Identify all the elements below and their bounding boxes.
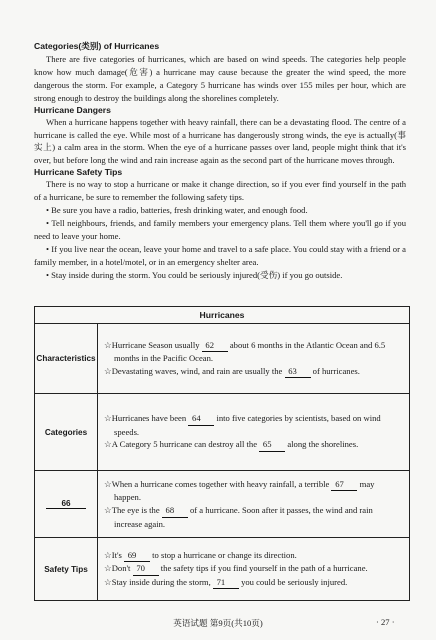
row-label-66: [35, 471, 98, 538]
list-item: [104, 438, 403, 452]
list-item: [104, 412, 403, 438]
blank-70[interactable]: 70: [133, 562, 159, 576]
blank-68[interactable]: 68: [162, 504, 188, 518]
paragraph-safety-intro: There is no way to stop a hurricane or make it change direction, so if you ever find yourself in the path of a hurricane, be sure to remember the following safety tips.: [34, 179, 406, 203]
bullet-tell: • Tell neighbours, friends, and family members your emergency plans. Tell them where you'll go if you need to leave your home.: [34, 217, 406, 241]
table-row: [35, 394, 410, 471]
paragraph-categories: There are five categories of hurricanes, which are based on wind speeds. The categories help people know how much damage(危害) a hurricane may cause because the greater the wind speed, the more dangerous the storm. For example, a Category 5 hurricane has winds over 155 miles per hour, which are strong enough to destroy the buildings along the shorelines completely.: [34, 54, 406, 103]
text: ☆The eye is the: [104, 505, 160, 515]
list-item: [104, 576, 403, 590]
bullet-radio: • Be sure you have a radio, batteries, fresh drinking water, and enough food.: [46, 205, 308, 216]
paragraph-dangers: When a hurricane happens together with heavy rainfall, there can be a devastating flood. The centre of a hurricane is called the eye. While most of a hurricane has dangerously strong winds, the eye is actually(事实上) a calm area in the storm. When the eye of a hurricane passes over land, people might think that it's over, but before long the wind and rain increase again as the second part of the hurricane moves through.: [34, 116, 406, 166]
heading-safety-tips: Hurricane Safety Tips: [34, 167, 123, 178]
text: to stop a hurricane or change its direction.: [152, 549, 297, 560]
heading-dangers: Hurricane Dangers: [34, 104, 111, 115]
page-footer: 英语试题 第9页(共10页): [173, 618, 263, 628]
list-item: [104, 478, 403, 504]
blank-62[interactable]: 62: [202, 339, 228, 353]
text: ☆Don't: [104, 563, 131, 574]
text: along the shorelines.: [287, 439, 359, 450]
text: ☆A Category 5 hurricane can destroy all the: [104, 439, 258, 450]
text: ☆When a hurricane comes together with heavy rainfall, a terrible: [104, 478, 330, 489]
text: ☆It's: [104, 549, 122, 560]
list-item: [104, 549, 403, 563]
bullet-inside: • Stay inside during the storm. You could be seriously injured(受伤) if you go outside.: [46, 269, 343, 280]
row-label-characteristics: Characteristics: [35, 324, 98, 394]
list-item: [104, 365, 403, 379]
blank-71[interactable]: 71: [213, 576, 239, 590]
row-content-categories: [98, 394, 410, 471]
text: ☆Hurricane Season usually: [104, 339, 200, 350]
blank-66[interactable]: 66: [46, 499, 86, 509]
table-row: [35, 324, 410, 394]
text: of a hurricane. Soon after it passes, the wind and rain increase again.: [114, 505, 373, 529]
text: may happen.: [114, 478, 375, 503]
blank-65[interactable]: 65: [259, 438, 285, 452]
text: ☆Stay inside during the storm,: [104, 576, 211, 587]
text: about 6 months in the Atlantic Ocean and 6.5 months in the Pacific Ocean.: [114, 339, 386, 364]
text: you could be seriously injured.: [241, 576, 348, 587]
text: the safety tips if you find yourself in the path of a hurricane.: [160, 563, 368, 574]
table-row: [35, 471, 410, 538]
text: ☆Devastating waves, wind, and rain are usually the: [104, 365, 283, 376]
table-title: Hurricanes: [35, 307, 410, 324]
row-label-safety-tips: Safety Tips: [35, 538, 98, 601]
row-label-categories: Categories: [35, 394, 98, 471]
blank-64[interactable]: 64: [188, 412, 214, 426]
text: of hurricanes.: [312, 365, 360, 376]
blank-67[interactable]: 67: [331, 478, 357, 492]
row-content-characteristics: [98, 324, 410, 394]
row-content-safety-tips: [98, 538, 410, 601]
row-content-dangers: [98, 471, 410, 538]
heading-categories: Categories(类别) of Hurricanes: [34, 41, 160, 51]
text: ☆Hurricanes have been: [104, 413, 187, 424]
list-item: [104, 504, 403, 530]
list-item: [104, 562, 403, 576]
passage: [34, 40, 406, 282]
text: into five categories by scientists, based on wind speeds.: [114, 413, 381, 437]
page-number: · 27 ·: [376, 617, 395, 627]
table-row: [35, 538, 410, 601]
list-item: [104, 339, 403, 365]
bullet-ocean: • If you live near the ocean, leave your home and travel to a safe place. You could stay with a friend or a family member, in a hotel/motel, or in an emergency shelter area.: [34, 243, 406, 267]
blank-63[interactable]: 63: [285, 365, 311, 379]
summary-table: [34, 306, 410, 601]
blank-69[interactable]: 69: [124, 549, 150, 563]
